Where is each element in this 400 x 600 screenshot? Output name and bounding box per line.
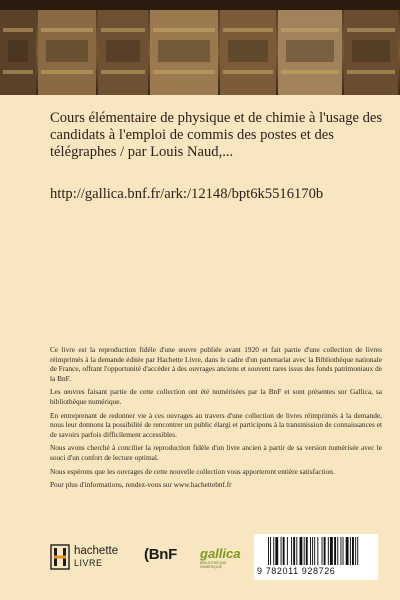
isbn-barcode	[254, 534, 378, 580]
barcode-bars	[268, 537, 372, 567]
gallica-url: http://gallica.bnf.fr/ark:/12148/bpt6k5516170b	[50, 186, 324, 202]
book-spines-photo	[0, 0, 400, 95]
hachette-h-icon	[50, 544, 70, 570]
livre-wordmark: LIVRE	[74, 558, 103, 569]
description-paragraph: Les œuvres faisant partie de cette collection ont été numérisées par la BnF et sont présentes sur Gallica, sa bibliothèque numérique.	[50, 387, 382, 406]
description-paragraph: Nous espérons que les ouvrages de cette nouvelle collection vous apporteront entière satisfaction.	[50, 466, 335, 476]
hachette-livre-logo	[50, 543, 128, 571]
gallica-tagline: BIBLIOTHÈQUE NUMÉRIQUE	[200, 561, 227, 569]
book-title: Cours élémentaire de physique et de chimie à l'usage des candidats à l'emploi de commis des postes et des télégraphes / par Louis Naud,...	[50, 110, 383, 160]
collection-description	[50, 345, 382, 494]
description-paragraph: Pour plus d'informations, rendez-vous sur www.hachettebnf.fr	[50, 480, 232, 490]
hachette-wordmark: hachette	[74, 544, 119, 557]
gallica-logo	[200, 542, 246, 572]
book-spines-illustration	[0, 0, 400, 95]
description-paragraph: Ce livre est la reproduction fidèle d'une œuvre publiée avant 1920 et fait partie d'une collection de livres réimprimés à la demande éditée par Hachette Livre, dans le cadre d'un partenariat avec la Bibliothèque nationale de France, offrant l'opportunité d'accéder à des ouvrages anciens et souvent rares issus des fonds patrimoniaux de la BnF.	[50, 345, 382, 383]
gallica-wordmark: gallica	[200, 546, 241, 561]
bnf-logo: (BnF	[144, 546, 177, 563]
description-paragraph: Nous avons cherché à concilier la reproduction fidèle d'un livre ancien à partir de sa version numérisée avec le souci d'un confort de lecture optimal.	[50, 443, 382, 462]
description-paragraph: En entreprenant de redonner vie à ces ouvrages au travers d'une collection de livres réimprimés à la demande, nous leur donnons la possibilité de rencontrer un public élargi et participons à la transmission de connaissances et de savoirs parfois difficilement accessibles.	[50, 410, 382, 439]
barcode-number: 9 782011 928726	[257, 566, 336, 576]
